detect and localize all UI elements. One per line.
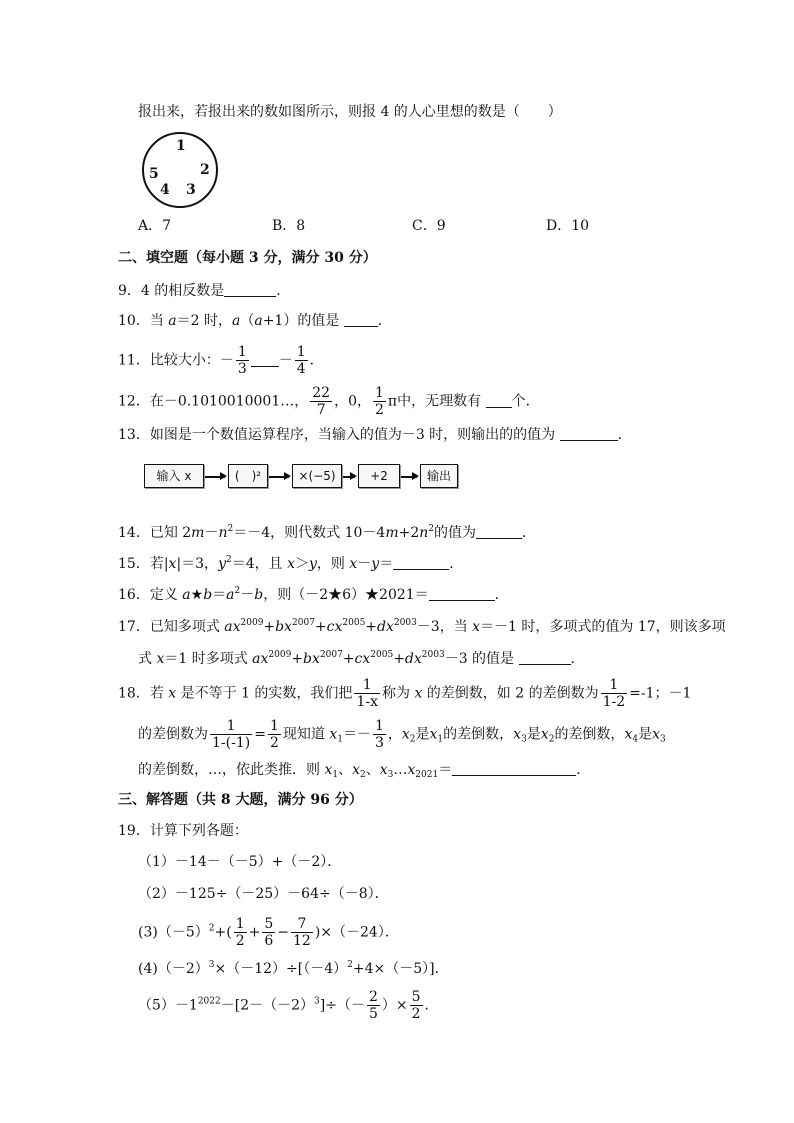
question-10 — [118, 311, 392, 331]
answer-blank — [560, 426, 618, 441]
q19-part-2: （2）－125÷（－25）－64÷（－8）． — [138, 886, 389, 902]
poly-exponent: 2007 — [292, 618, 315, 628]
section-2-title: 二、填空题（每小题 3 分，满分 30 分） — [118, 250, 377, 266]
q18-line2-pre: 的差倒数为 — [138, 726, 208, 743]
var-x: x — [407, 762, 416, 778]
question-9 — [118, 281, 290, 301]
q15-gt: ＞ — [294, 556, 309, 572]
q15-mid1: |＝3， — [176, 556, 219, 572]
fraction — [310, 385, 332, 418]
var-x: x — [352, 762, 360, 778]
fraction-numerator: 2 — [368, 989, 378, 1005]
exponent: 2022 — [197, 996, 221, 1007]
var-x: x — [540, 726, 549, 743]
q19-p3-pre: (3)（－5） — [138, 924, 209, 941]
q19-part-3 — [138, 916, 399, 949]
flow-input-box: 输入 x — [144, 464, 204, 488]
q15-minus: － — [357, 556, 372, 572]
q12-mid2: π中，无理数有 — [387, 393, 486, 410]
fraction — [354, 677, 380, 710]
q16-pre: 16．定义 — [118, 587, 183, 603]
q18-line2-mid5: 的差倒数， — [443, 726, 514, 743]
var-a: a — [168, 313, 177, 329]
q11-pre: 11．比较大小：－ — [118, 352, 234, 369]
exponent: 2 — [208, 923, 215, 934]
fraction-numerator: 22 — [312, 385, 331, 401]
q19-part-4 — [138, 955, 449, 979]
fraction-numerator: 1 — [237, 344, 247, 360]
q10-mid1: ＝2 时， — [176, 313, 232, 329]
q14-mid4: 的值为 — [434, 525, 476, 541]
fraction — [234, 916, 247, 949]
flow-output-box: 输出 — [420, 464, 458, 488]
fraction-numerator: 1 — [374, 718, 384, 734]
q19-p5-end: ． — [424, 997, 439, 1014]
question-13 — [118, 425, 632, 445]
fraction — [295, 344, 308, 377]
q19-p5-mid: －[2－（－2） — [220, 997, 315, 1014]
q17-line2-post: －3 的值是 — [444, 651, 519, 667]
question-18-line-3: 的差倒数，…，依此类推．则 $x_1$、$x_2$、$x_3\dots x_{2021}=$ ． — [138, 762, 591, 780]
question-14: 14．已知 $2m-n^2=-4$，则代数式 $10-4m+2n^2$的值为 ． — [118, 524, 536, 541]
fraction-numerator: 1 — [269, 718, 279, 734]
fraction-denominator: 4 — [296, 361, 306, 377]
q18-line2-mid3: ， — [387, 726, 402, 743]
q19-p3-end: )×（－24）． — [314, 924, 399, 941]
q18-line2-mid6: 是 — [526, 726, 541, 743]
var-x: x — [401, 726, 410, 743]
fraction-denominator: 2 — [411, 1006, 421, 1022]
q19-p5-mid3: ）× — [381, 997, 408, 1014]
fraction-denominator: 3 — [237, 361, 247, 377]
var-b: b — [254, 587, 264, 603]
var-a: a — [226, 587, 235, 603]
poly-exponent: 2005 — [370, 650, 394, 660]
minus-sign: − — [277, 924, 289, 941]
var-x: x — [379, 762, 388, 778]
var-n: n — [419, 525, 429, 541]
q18-line2-mid: 现知道 — [282, 726, 330, 743]
q18-mid3: 的差倒数，如 2 的差倒数为 — [422, 685, 599, 702]
question-17-line-2 — [138, 645, 585, 669]
q14-pre: 14．已知 2 — [118, 525, 192, 541]
fraction — [268, 718, 281, 751]
fraction-numerator: 1 — [210, 718, 252, 735]
q12-pre: 12．在－0.1010010001…， — [118, 393, 309, 410]
q18-line2-mid2: ＝－ — [342, 726, 371, 743]
poly-exponent: 2007 — [319, 650, 343, 660]
question-15: 15．若|x|＝3，$y^2=4$，且 x＞y，则 x－y＝ ． — [118, 555, 464, 572]
answer-blank — [519, 650, 571, 665]
var-x: x — [329, 726, 338, 743]
q18-line2-mid7: 的差倒数， — [554, 726, 625, 743]
q18-line3-mid2: 、 — [365, 762, 380, 778]
q19-p3-mid: +( — [214, 924, 232, 941]
var-y: y — [371, 556, 380, 572]
fraction — [601, 677, 628, 710]
fraction-numerator: 1 — [601, 677, 628, 694]
q17-post: －3，当 — [416, 619, 473, 635]
fraction-numerator: 5 — [264, 916, 274, 932]
var-x: x — [349, 556, 358, 572]
poly-term: +dx — [393, 651, 422, 667]
poly-exponent: 2009 — [268, 650, 292, 660]
q12-mid1: ，0， — [334, 393, 371, 410]
circle-number-4: 4 — [160, 182, 170, 198]
question-11 — [118, 344, 324, 377]
option-a: A．7 — [138, 218, 172, 234]
equals-sign: = — [254, 726, 266, 743]
fraction-denominator: 1-x — [356, 694, 378, 710]
option-c: C．9 — [412, 218, 446, 234]
q9-text: 9．4 的相反数是 — [118, 283, 225, 299]
q13-text: 13．如图是一个数值运算程序，当输入的值为－3 时，则输出的的值为 — [118, 427, 560, 443]
poly-term: +bx — [263, 619, 293, 635]
fraction-numerator: 1 — [375, 385, 384, 401]
q16-mid3: ，则（－2★6）★2021＝ — [263, 587, 429, 603]
fraction-denominator: 1-2 — [602, 694, 626, 710]
poly-term: ax — [224, 619, 241, 635]
fraction-denominator: 1-(-1) — [212, 735, 251, 751]
fraction-denominator: 2 — [375, 402, 384, 418]
q18-mid: 是不等于 1 的实数，我们把 — [176, 685, 353, 702]
q15-pre: 15．若| — [118, 556, 169, 572]
var-x: x — [513, 726, 522, 743]
fraction — [373, 718, 386, 751]
poly-term: +cx — [342, 651, 371, 667]
poly-term: +dx — [365, 619, 394, 635]
section-3-title: 三、解答题（共 8 大题，满分 96 分） — [118, 792, 363, 808]
fraction-numerator: 5 — [411, 989, 421, 1005]
circle-number-2: 2 — [200, 162, 210, 178]
q18-line3-mid4: ＝ — [438, 762, 453, 778]
fraction-denominator: 12 — [293, 933, 311, 949]
poly-exponent: 2003 — [421, 650, 445, 660]
q16-mid2: － — [240, 587, 255, 603]
var-a: a — [254, 313, 263, 329]
q17-post2: ＝－1 时，多项式的值为 17，则该多项 — [480, 619, 726, 635]
q10-mid2: （ — [240, 313, 255, 329]
exponent: 3 — [208, 960, 215, 970]
q18-pre: 18．若 — [118, 685, 169, 702]
q16-end: ． — [494, 587, 509, 603]
flow-arrow — [401, 476, 417, 478]
q10-pre: 10．当 — [118, 313, 169, 329]
answer-blank — [429, 586, 495, 601]
fraction-denominator: 3 — [374, 735, 384, 751]
exponent: 3 — [314, 996, 320, 1007]
fraction-denominator: 7 — [316, 402, 326, 418]
circle-number-1: 1 — [176, 138, 186, 154]
q12-end: 个． — [511, 393, 540, 410]
plus-sign: + — [248, 924, 261, 941]
q18-end: ． — [576, 762, 591, 778]
flow-add-box: +2 — [358, 464, 400, 488]
fraction — [373, 385, 386, 418]
flow-arrow — [269, 476, 289, 478]
var-m: m — [191, 525, 205, 541]
q17-pre: 17．已知多项式 — [118, 619, 225, 635]
q9-end: ． — [276, 283, 291, 299]
fraction — [410, 989, 423, 1022]
var-b: b — [203, 587, 213, 603]
var-x: x — [429, 726, 438, 743]
answer-blank — [452, 761, 576, 776]
q19-p4-pre: (4)（－2） — [138, 961, 209, 977]
fraction-numerator: 1 — [296, 344, 306, 360]
q19-p4-end: +4×（－5）]． — [352, 961, 449, 977]
question-16: 16．定义 $a★b=a^2-b$，则（－2★6）★2021＝ ． — [118, 586, 509, 603]
q18-line1-end: =-1；－1 — [629, 685, 692, 702]
q18-line3-pre: 的差倒数，…，依此类推．则 — [138, 762, 325, 778]
circle-number-3: 3 — [186, 182, 196, 198]
var-x: x — [287, 556, 295, 572]
q14-mid2: ＝－4，则代数式 10－4 — [233, 525, 386, 541]
fraction-denominator: 5 — [368, 1006, 378, 1022]
var-a: a — [231, 313, 241, 329]
q14-mid1: － — [204, 525, 219, 541]
q18-line2-mid8: 是 — [638, 726, 653, 743]
q15-mid3: ，则 — [316, 556, 350, 572]
var-x: x — [324, 762, 333, 778]
fraction-denominator: 2 — [269, 735, 279, 751]
flow-multiply-box: ×(−5) — [292, 464, 342, 488]
question-18-line-2: 的差倒数为 $\frac{1}{1-(-1)}$ = $\frac{1}{2}$ 现知道 $x_1=-$ $\frac{1}{3}$ ，$x_2$是$x_1$的差倒数，$x_3$是$x_2$的差倒数，$x_4$是$x_3$ — [138, 718, 666, 751]
q15-mid2: ＝4，且 — [231, 556, 288, 572]
var-m: m — [385, 525, 399, 541]
question-18-line-1 — [118, 677, 691, 710]
fraction — [210, 718, 252, 751]
q10-mid3: +1）的值是 — [262, 313, 344, 329]
fraction-denominator: 6 — [264, 933, 274, 949]
q14-end: ． — [522, 525, 536, 541]
q17-end: ． — [570, 651, 585, 667]
answer-blank — [393, 555, 449, 570]
question-19-title: 19．计算下列各题： — [118, 823, 248, 839]
flow-square-box: ( )² — [228, 464, 268, 488]
flow-arrow — [205, 476, 225, 478]
q11-mid: － — [278, 352, 293, 369]
q10-end: ． — [377, 313, 392, 329]
circle-number-5: 5 — [149, 166, 159, 182]
var-x: x — [624, 726, 633, 743]
q11-end: ． — [309, 352, 324, 369]
q19-p5-mid2: ]÷（－ — [319, 997, 365, 1014]
poly-exponent: 2009 — [240, 618, 264, 628]
answer-blank — [251, 352, 279, 367]
q17-line2-mid: ＝1 时多项式 — [164, 651, 253, 667]
fraction-numerator: 1 — [235, 916, 245, 932]
q19-part-1: （1）－14－（－5）+（－2）． — [138, 854, 342, 870]
poly-term: +cx — [314, 619, 343, 635]
answer-blank — [486, 393, 512, 408]
q19-p5-pre: （5）－1 — [138, 997, 198, 1014]
var-y: y — [308, 556, 317, 572]
poly-term: +bx — [291, 651, 320, 667]
q8-text: 报出来，若报出来的数如图所示，则报 4 的人心里想的数是（ ） — [138, 104, 562, 120]
poly-exponent: 2005 — [342, 618, 366, 628]
answer-blank — [224, 282, 276, 297]
fraction — [262, 916, 275, 949]
number-circle-figure — [142, 132, 218, 208]
answer-blank — [344, 312, 378, 327]
q18-line2-mid4: 是 — [415, 726, 430, 743]
poly-term: ax — [252, 651, 269, 667]
option-d: D．10 — [546, 218, 590, 234]
fraction — [367, 989, 380, 1022]
q13-end: ． — [617, 427, 632, 443]
q19-part-5 — [138, 989, 439, 1022]
var-x: x — [472, 619, 481, 635]
q14-mid3: +2 — [398, 525, 420, 541]
var-x: x — [414, 685, 423, 702]
q15-end: ． — [449, 556, 464, 572]
poly-exponent: 2003 — [393, 618, 417, 628]
q19-p4-mid: ×（－12）÷[（－4） — [214, 961, 348, 977]
fraction-denominator: 2 — [235, 933, 245, 949]
q15-mid4: ＝ — [379, 556, 394, 572]
option-b: B．8 — [272, 218, 306, 234]
q17-line2-pre: 式 — [138, 651, 157, 667]
flow-arrow — [343, 476, 355, 478]
answer-blank — [476, 524, 522, 539]
star-operator: ★ — [190, 587, 204, 603]
question-17-line-1 — [118, 613, 726, 637]
question-12 — [118, 385, 540, 418]
q16-mid1: ＝ — [212, 587, 227, 603]
var-x: x — [156, 651, 165, 667]
var-x: x — [652, 726, 660, 743]
fraction — [236, 344, 249, 377]
exponent: 2 — [347, 960, 353, 970]
var-x: x — [168, 685, 177, 702]
var-n: n — [218, 525, 228, 541]
fraction-numerator: 7 — [291, 916, 313, 933]
var-y: y — [218, 556, 226, 572]
q18-line3-mid: 、 — [338, 762, 353, 778]
q18-line3-mid3: … — [393, 762, 408, 778]
fraction — [291, 916, 313, 949]
var-a: a — [182, 587, 191, 603]
var-x: x — [168, 556, 177, 572]
q18-mid2: 称为 — [381, 685, 415, 702]
fraction-numerator: 1 — [354, 677, 380, 694]
